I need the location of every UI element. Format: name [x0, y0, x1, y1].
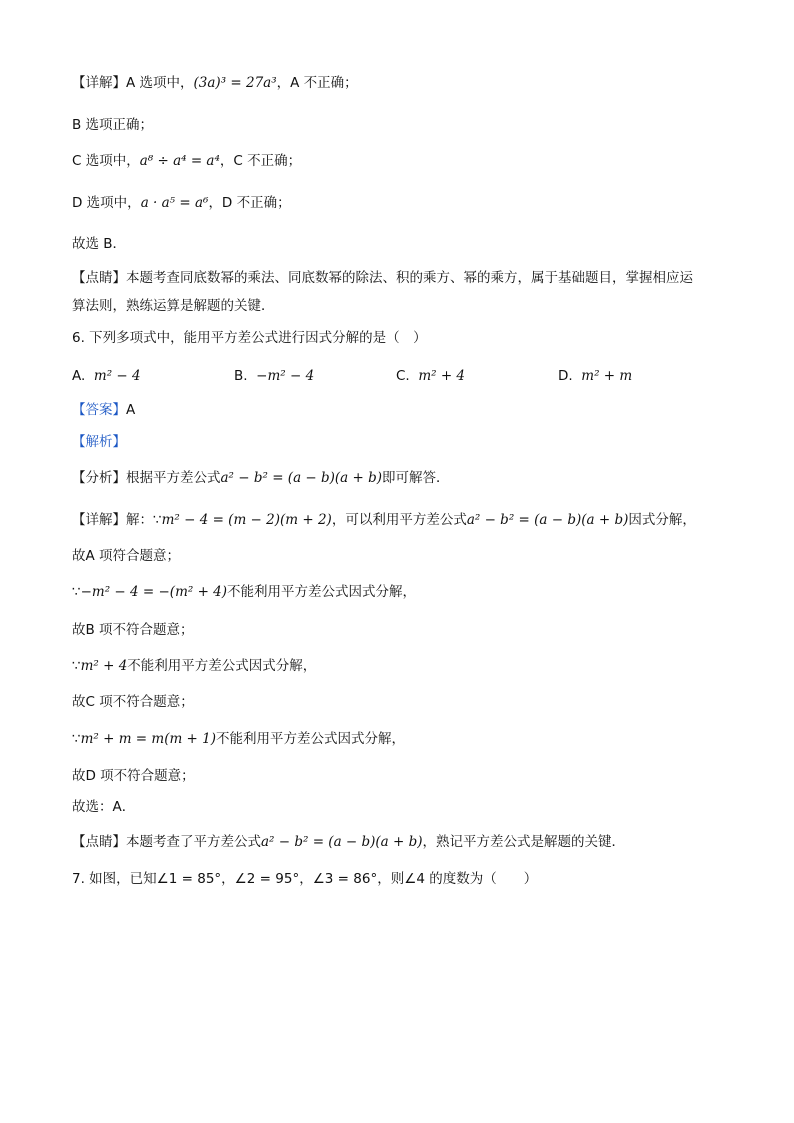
text: 不能利用平方差公式因式分解， — [216, 731, 406, 747]
line-d-reason — [72, 729, 405, 749]
line-a-fits: 故A 项符合题意； — [72, 548, 181, 564]
text: ，熟记平方差公式是解题的关键． — [422, 834, 626, 850]
line-c-no: 故C 项不符合题意； — [72, 694, 194, 710]
math-expression: m² + 4 — [418, 368, 466, 384]
answer-value: A — [126, 402, 136, 418]
option-label: B. — [234, 368, 248, 384]
answer-tag: 【答案】 — [72, 402, 126, 418]
line-detail-b: B 选项正确； — [72, 117, 154, 133]
text: 【详解】A 选项中， — [72, 75, 194, 91]
math-expression: a · a⁵ = a⁶ — [140, 195, 209, 211]
text: 【点睛】本题考查了平方差公式 — [72, 834, 261, 850]
text: ∵ — [72, 731, 81, 747]
option-label: C. — [396, 368, 410, 384]
line-comment-1: 【点睛】本题考查同底数幂的乘法、同底数幂的除法、积的乘方、幂的乘方，属于基础题目，掌握相应运 — [72, 270, 693, 286]
text: ∵ — [72, 658, 81, 674]
answer-line — [72, 400, 135, 420]
math-expression: m² + m = m(m + 1) — [80, 731, 217, 747]
line-choose-b: 故选 B． — [72, 236, 127, 252]
option-c — [396, 366, 465, 386]
math-expression: −m² − 4 — [256, 368, 315, 384]
line-detail-c — [72, 151, 301, 171]
line-b-no: 故B 项不符合题意； — [72, 622, 194, 638]
math-expression: (3a)³ = 27a³ — [193, 75, 277, 91]
line-comment-6 — [72, 832, 625, 852]
math-expression: m² − 4 = (m − 2)(m + 2) — [161, 512, 332, 528]
line-choose-a: 故选：A． — [72, 799, 136, 815]
text: 因式分解， — [628, 512, 696, 528]
line-solution — [72, 510, 696, 530]
option-label: D. — [558, 368, 573, 384]
line-detail-a — [72, 73, 358, 93]
text: ，C 不正确； — [219, 153, 302, 169]
line-c-reason — [72, 656, 316, 676]
line-d-no: 故D 项不符合题意； — [72, 768, 195, 784]
math-expression: −m² − 4 = −(m² + 4) — [80, 584, 228, 600]
math-expression: m² + 4 — [80, 658, 128, 674]
text: 不能利用平方差公式因式分解， — [227, 584, 417, 600]
math-expression: a² − b² = (a − b)(a + b) — [261, 834, 423, 850]
option-label: A. — [72, 368, 86, 384]
math-expression: a² − b² = (a − b)(a + b) — [220, 470, 383, 486]
line-b-reason — [72, 582, 416, 602]
math-expression: a² − b² = (a − b)(a + b) — [466, 512, 629, 528]
text: 即可解答． — [382, 470, 450, 486]
line-comment-2: 算法则，熟练运算是解题的关键． — [72, 298, 275, 314]
option-d — [558, 366, 632, 386]
text: ，A 不正确； — [276, 75, 358, 91]
text: ，D 不正确； — [208, 195, 291, 211]
question-7: 7. 如图，已知∠1 = 85°，∠2 = 95°，∠3 = 86°，则∠4 的度数为（ ） — [72, 871, 538, 887]
math-expression: a⁸ ÷ a⁴ = a⁴ — [139, 153, 220, 169]
text: D 选项中， — [72, 195, 141, 211]
text: ∵ — [72, 584, 81, 600]
option-a — [72, 366, 141, 386]
option-b — [234, 366, 314, 386]
line-detail-d — [72, 193, 291, 213]
text: 不能利用平方差公式因式分解， — [127, 658, 317, 674]
analysis-tag: 【解析】 — [72, 434, 126, 450]
text: ，可以利用平方差公式 — [331, 512, 467, 528]
text: 【分析】根据平方差公式 — [72, 470, 221, 486]
math-expression: m² + m — [581, 368, 633, 384]
text: 【详解】解：∵ — [72, 512, 162, 528]
math-expression: m² − 4 — [93, 368, 141, 384]
line-analysis — [72, 468, 450, 488]
question-6: 6. 下列多项式中，能用平方差公式进行因式分解的是（ ） — [72, 330, 427, 346]
text: C 选项中， — [72, 153, 140, 169]
